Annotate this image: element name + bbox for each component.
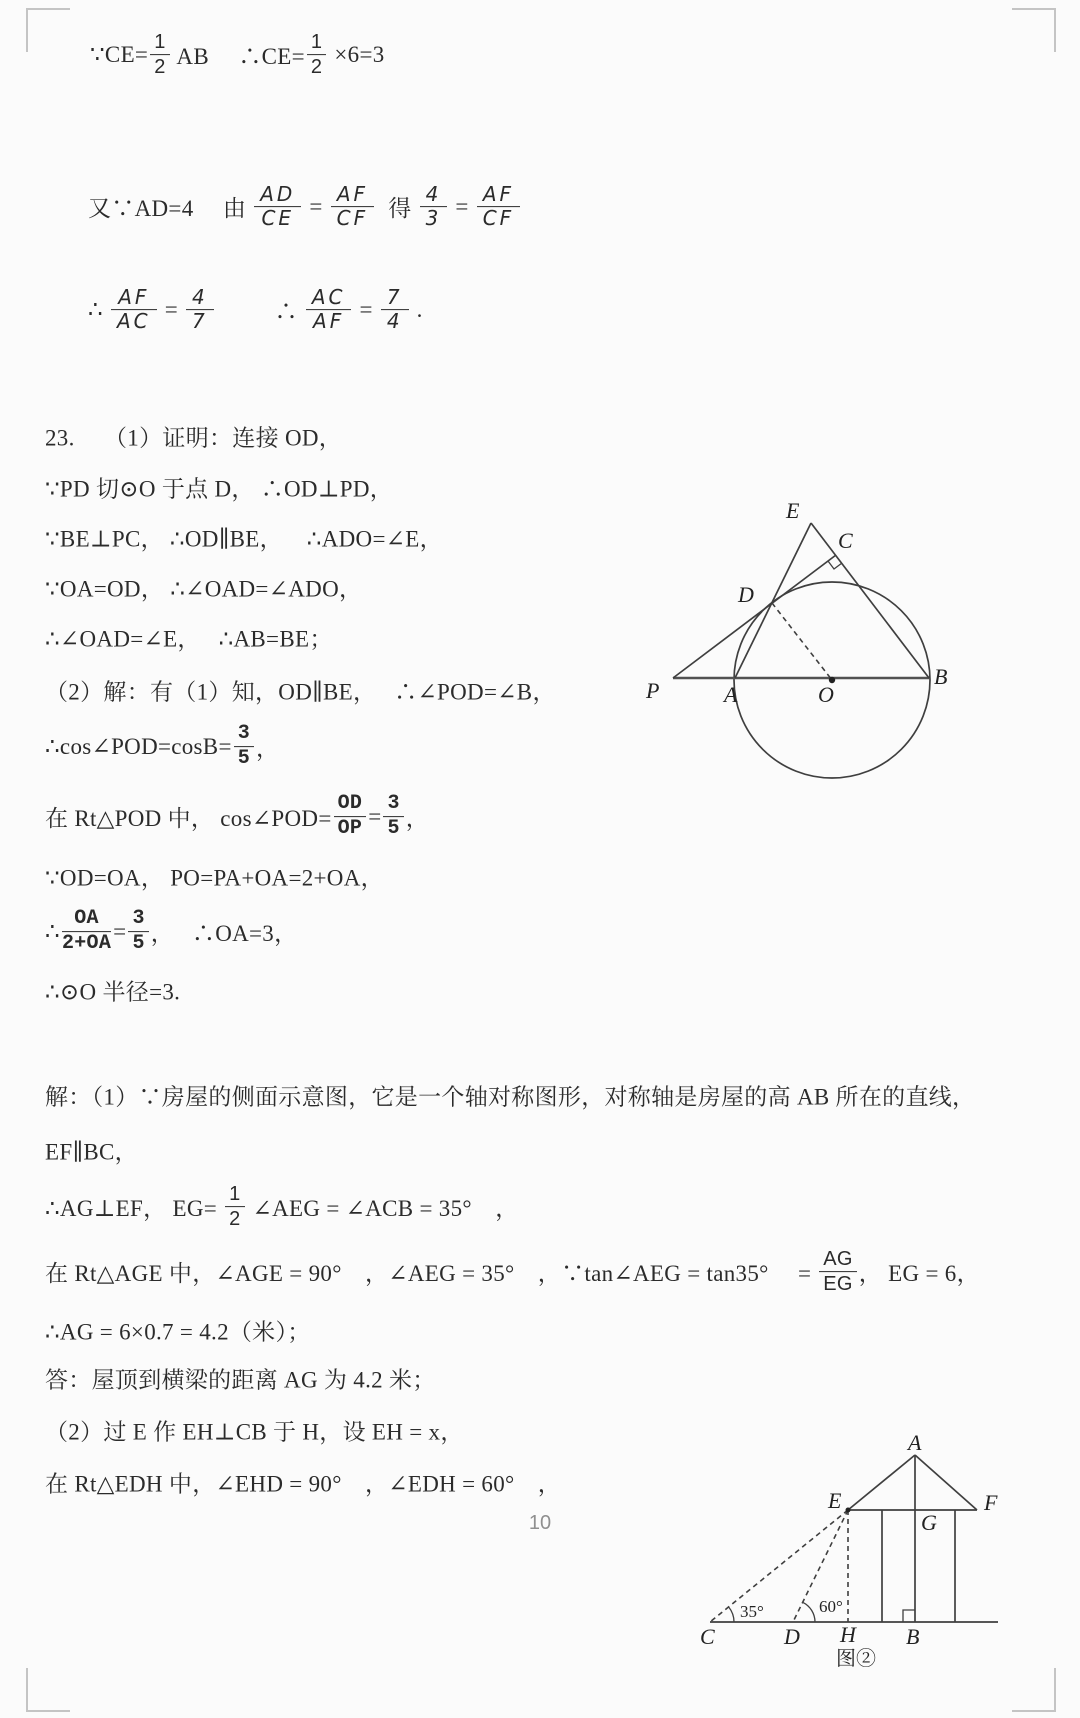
text-line [45, 621, 333, 654]
fraction: $\frac{AD}{CE}$ [254, 183, 301, 231]
text-run: = [158, 297, 185, 322]
figure-label-E: E [786, 498, 800, 523]
figure-label-E: E [828, 1488, 842, 1513]
fraction: $\frac{3}{5}$ [128, 908, 148, 956]
corner-mark [26, 1668, 70, 1712]
right-angle-mark-B [903, 1610, 915, 1622]
text-run: ， [405, 806, 430, 832]
text-run: = [449, 194, 475, 219]
text-run: ， ∴OA=3， [150, 921, 298, 947]
text-line [45, 1183, 519, 1231]
fraction: $\frac{AG}{EG}$ [819, 1248, 857, 1296]
text-line [45, 1248, 980, 1296]
figure-label-B: B [934, 664, 948, 689]
text-run: 又∵AD=4 由 [88, 196, 253, 222]
fraction: $\frac{3}{5}$ [383, 793, 403, 841]
figure-label-O: O [818, 682, 834, 707]
figure-label-C: C [838, 528, 853, 553]
corner-mark [26, 8, 70, 52]
circle-geometry-figure [580, 430, 1000, 790]
figure-label-D: D [784, 1624, 800, 1649]
text-line [88, 286, 423, 334]
text-run: ×6=3 [328, 42, 385, 67]
text-run: = [303, 194, 329, 219]
text-run: 解：（1）∵房屋的侧面示意图，它是一个轴对称图形，对称轴是房屋的高 AB 所在的直线， [45, 1084, 976, 1110]
text-run: 答：屋顶到横梁的距离 AG 为 4.2 米； [45, 1367, 436, 1393]
text-line [45, 1079, 975, 1112]
text-run: ∴ [215, 299, 304, 325]
line-BCE [811, 523, 929, 678]
text-run: 在 Rt△EDH 中，∠EHD = 90° ，∠EDH = 60° ， [45, 1471, 562, 1497]
angle-arc-60 [803, 1602, 815, 1622]
text-run: ∴∠OAD=∠E， ∴AB=BE； [45, 626, 333, 652]
text-line [45, 908, 297, 956]
fraction: $\frac{4}{3}$ [420, 183, 448, 231]
house-figure [640, 1430, 1040, 1700]
text-line [45, 1362, 436, 1395]
text-run: ∴ [45, 919, 60, 944]
text-line [45, 974, 180, 1007]
text-run: = [113, 919, 127, 944]
text-line [90, 31, 385, 79]
figure-label-D: D [738, 582, 754, 607]
figure-label-C: C [700, 1624, 715, 1649]
text-run: ∴AG = 6×0.7 = 4.2（米）； [45, 1319, 311, 1345]
text-run: ∴AG⊥EF， EG= [45, 1196, 224, 1222]
fraction: $\frac{7}{4}$ [381, 286, 409, 334]
text-line [45, 860, 384, 893]
text-run: EF∥BC， [45, 1139, 138, 1165]
fraction: $\frac{4}{7}$ [186, 286, 214, 334]
fraction: $\frac{3}{5}$ [234, 723, 254, 771]
text-line [45, 471, 393, 504]
figure-label-F: F [984, 1490, 998, 1515]
text-line [45, 1134, 138, 1167]
text-run: ∵OA=OD， ∴∠OAD=∠ADO， [45, 576, 363, 602]
fraction: $\frac{OA}{2+OA}$ [61, 907, 112, 956]
text-run: ∵CE= [90, 42, 149, 67]
text-run: ∴⊙O 半径=3. [45, 979, 181, 1005]
text-run: ∵OD=OA， PO=PA+OA=2+OA， [45, 865, 384, 891]
figure-label-H: H [840, 1622, 856, 1647]
figure-caption: 图② [836, 1648, 876, 1670]
text-run: . [410, 297, 423, 322]
roof-right [915, 1455, 977, 1510]
text-run: 在 Rt△POD 中， cos∠POD= [45, 806, 332, 832]
text-line [45, 1414, 464, 1447]
text-run: AB ∴CE= [171, 44, 305, 70]
fraction: $\frac{AF}{CF}$ [331, 183, 374, 231]
fraction: $\frac{1}{2}$ [307, 31, 326, 79]
figure-label-35°: 35° [740, 1602, 764, 1621]
text-run: ， EG = 6， [858, 1261, 980, 1287]
text-line [45, 420, 342, 453]
text-line [88, 183, 522, 231]
text-run: ∵BE⊥PC， ∴OD∥BE， ∴ADO=∠E， [45, 526, 443, 552]
figure-label-A: A [724, 682, 738, 707]
fraction: $\frac{AF}{AC}$ [111, 286, 157, 334]
dashed-OD [772, 603, 832, 680]
corner-mark [1012, 8, 1056, 52]
figure-label-G: G [921, 1510, 937, 1535]
text-line [45, 571, 362, 604]
text-run: = [353, 297, 379, 322]
text-run: （2）解：有（1）知，OD∥BE， ∴∠POD=∠B， [45, 679, 556, 705]
text-line [45, 723, 279, 771]
figure-label-A: A [908, 1430, 922, 1455]
text-run: ∴ [88, 297, 109, 322]
figure-label-B: B [906, 1624, 920, 1649]
text-run: （2）过 E 作 EH⊥CB 于 H，设 EH = x， [45, 1419, 464, 1445]
fraction: $\frac{1}{2}$ [150, 31, 169, 79]
figure-label-60°: 60° [819, 1597, 843, 1616]
text-line [45, 1466, 561, 1499]
roof-left [848, 1455, 915, 1510]
text-line [45, 1314, 311, 1347]
angle-arc-35 [729, 1607, 734, 1622]
text-run: ∠AEG = ∠ACB = 35° ， [246, 1196, 519, 1222]
fraction: $\frac{1}{2}$ [225, 1183, 244, 1231]
fraction: $\frac{AF}{CF}$ [477, 183, 520, 231]
tangent-PDC [673, 555, 836, 678]
text-run: ∴cos∠POD=cosB= [45, 734, 232, 759]
text-line [45, 793, 429, 841]
text-run: = [368, 804, 382, 829]
text-run: ∵PD 切⊙O 于点 D， ∴OD⊥PD， [45, 476, 394, 502]
fraction: $\frac{OD}{OP}$ [334, 793, 367, 841]
text-run: 得 [376, 196, 418, 222]
fraction: $\frac{AC}{AF}$ [306, 286, 352, 334]
page-number: 10 [528, 1512, 552, 1534]
text-line [45, 674, 556, 707]
text-run: 在 Rt△AGE 中，∠AGE = 90° ，∠AEG = 35° ，∵tan∠AEG = tan35° = [45, 1261, 818, 1287]
text-line [45, 521, 443, 554]
text-run: ， [256, 736, 280, 762]
figure-label-P: P [646, 678, 660, 703]
text-run: 23. （1）证明：连接 OD， [45, 425, 343, 451]
